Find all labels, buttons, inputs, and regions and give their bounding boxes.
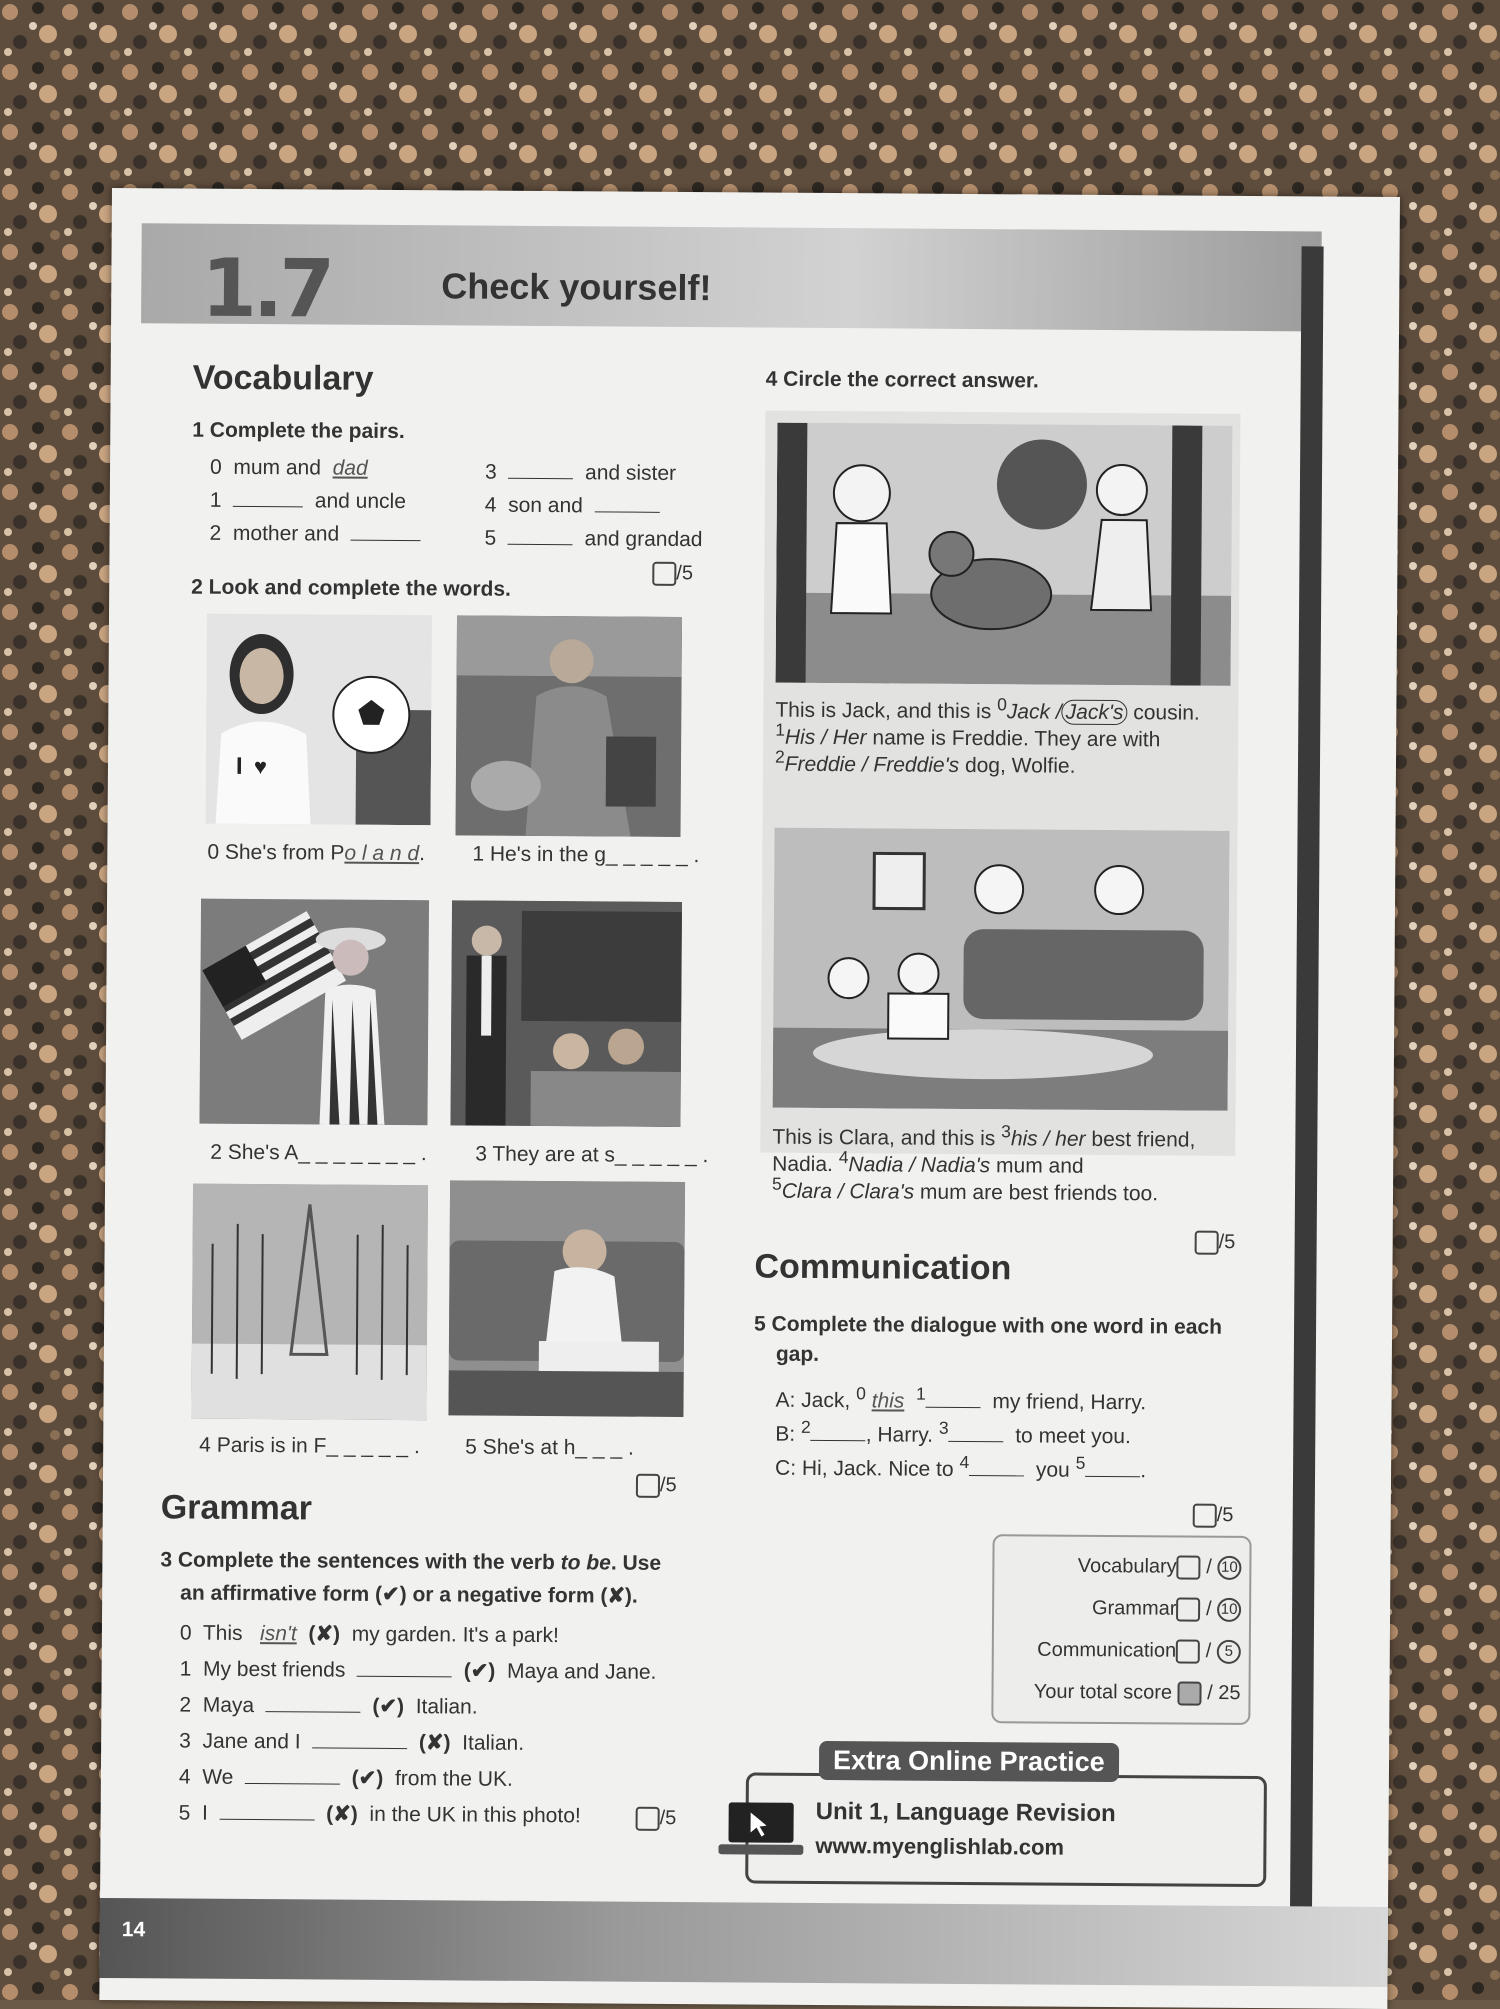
grammar-heading: Grammar xyxy=(160,1488,313,1528)
ex3-row-1: 1 My best friends (✔) Maya and Jane. xyxy=(179,1657,657,1684)
laptop-cursor-icon xyxy=(718,1800,803,1861)
photo-girl-football xyxy=(206,614,432,826)
ex3-score: /5 xyxy=(636,1807,677,1831)
photo-woman-sofa xyxy=(448,1180,685,1417)
ex4-title: 4 Circle the correct answer. xyxy=(765,367,1039,393)
ex1-item-2 xyxy=(210,522,421,547)
ex5-title: 5 Complete the dialogue with one word in each xyxy=(754,1312,1223,1339)
circled-answer[interactable]: Jack's xyxy=(1062,700,1128,725)
online-practice-url[interactable]: www.myenglishlab.com xyxy=(815,1832,1065,1860)
answer-blank[interactable] xyxy=(233,505,303,507)
score-max: /5 xyxy=(676,562,694,585)
ex1-item-4 xyxy=(485,494,660,519)
item-number: 2 xyxy=(209,521,222,545)
ex1-item-1 xyxy=(210,489,406,514)
item-answer: dad xyxy=(332,456,368,480)
header-banner xyxy=(141,223,1322,336)
item-text: mum and xyxy=(233,455,322,480)
score-box[interactable] xyxy=(1178,1681,1202,1705)
ex4-score: /5 xyxy=(1195,1231,1236,1255)
ex3-row-5: 5 I (✘) in the UK in this photo! xyxy=(178,1801,581,1828)
answer-blank[interactable] xyxy=(969,1474,1024,1476)
unit-number: 1.7 xyxy=(200,241,332,336)
footer-band xyxy=(100,1898,1389,1987)
score-box[interactable] xyxy=(1176,1597,1200,1621)
item-number: 4 xyxy=(484,493,497,517)
ex1-item-5 xyxy=(484,527,702,553)
photo-paris-eiffel-tower xyxy=(191,1184,428,1421)
ex4-p2-line3: $^5$Clara / Clara's mum are best friends too. xyxy=(771,1173,1159,1206)
ex3-row-0: 0 This isn't (✘) my garden. It's a park! xyxy=(179,1621,559,1648)
ex2-title: 2 Look and complete the words. xyxy=(191,575,512,601)
dialogue-line-b: B: $^2$ , Harry. $^3$ to meet you. xyxy=(775,1416,1131,1449)
photo-girl-american-flag xyxy=(199,899,429,1126)
answer-blank[interactable] xyxy=(245,1782,340,1785)
choice-option[interactable]: Nadia / Nadia's xyxy=(848,1153,991,1178)
online-practice-tag: Extra Online Practice xyxy=(819,1741,1119,1782)
page-number: 14 xyxy=(121,1918,146,1942)
ex3-row-4: 4 We (✔) from the UK. xyxy=(178,1765,513,1791)
ex3-title: 3 Complete the sentences with the verb to be. Use xyxy=(160,1548,662,1575)
summary-communication: Communication / 5 xyxy=(1037,1638,1241,1663)
answer-blank[interactable] xyxy=(811,1439,866,1441)
answer-blank[interactable] xyxy=(312,1746,407,1749)
score-box[interactable] xyxy=(1195,1231,1219,1255)
item-number: 1 xyxy=(209,488,222,512)
dialogue-line-a: A: Jack, $^0$ this $^1$ my friend, Harry. xyxy=(775,1383,1147,1415)
ex1-score xyxy=(652,562,693,586)
ex4-p1-line1: This is Jack, and this is $^0$Jack / Jack's cousin. xyxy=(775,694,1200,725)
answer-blank[interactable] xyxy=(926,1406,981,1408)
choice-option[interactable]: Freddie / Freddie's xyxy=(784,752,960,777)
ex1-title: 1 Complete the pairs. xyxy=(192,418,405,444)
summary-vocabulary: Vocabulary / 10 xyxy=(1078,1555,1242,1580)
ex2-score: /5 xyxy=(636,1474,677,1498)
ex4-p2-line2: Nadia. $^4$Nadia / Nadia's mum and xyxy=(772,1147,1084,1178)
page-edge-band xyxy=(1290,246,1324,1946)
ex2-caption-4: 4 Paris is in F_ _ _ _ _ . xyxy=(199,1433,420,1459)
svg-text:♥: ♥ xyxy=(253,754,268,780)
ex4-p1-line2: $^1$His / Her name is Freddie. They are with xyxy=(775,719,1161,752)
answer-blank[interactable] xyxy=(508,543,573,545)
answer-blank[interactable] xyxy=(351,539,421,541)
item-text: and uncle xyxy=(314,489,407,514)
summary-grammar: Grammar / 10 xyxy=(1092,1597,1241,1622)
ex3-row-3: 3 Jane and I (✘) Italian. xyxy=(179,1729,525,1755)
ex2-caption-5: 5 She's at h_ _ _ . xyxy=(465,1435,634,1460)
summary-total: Your total score / 25 xyxy=(1033,1680,1241,1705)
item-text: and sister xyxy=(584,461,677,485)
answer-blank[interactable] xyxy=(949,1440,1004,1442)
answer-blank[interactable] xyxy=(595,510,660,512)
answer-blank[interactable] xyxy=(1085,1475,1140,1477)
score-box[interactable] xyxy=(1193,1504,1217,1528)
answer-blank[interactable] xyxy=(357,1675,452,1678)
cartoon-jack-freddie-dog xyxy=(776,423,1233,686)
online-practice-box xyxy=(745,1772,1267,1887)
ex4-p2-line1: This is Clara, and this is $^3$his / her best friend, xyxy=(772,1121,1196,1152)
ex5-score: /5 xyxy=(1193,1504,1234,1528)
answer-blank[interactable] xyxy=(266,1710,361,1713)
ex2-caption-1: 1 He's in the g_ _ _ _ _ . xyxy=(472,842,700,868)
choice-option[interactable]: Clara / Clara's xyxy=(781,1179,915,1204)
choice-option[interactable]: His / Her xyxy=(784,725,867,750)
communication-heading: Communication xyxy=(754,1247,1012,1288)
ex4-p1-line3: $^2$Freddie / Freddie's dog, Wolfie. xyxy=(774,746,1076,778)
online-practice-line1: Unit 1, Language Revision xyxy=(815,1797,1116,1828)
vocabulary-heading: Vocabulary xyxy=(192,358,374,398)
ex1-item-0 xyxy=(210,456,368,481)
item-text: and grandad xyxy=(584,527,703,552)
ex2-caption-0: 0 She's from Po l a n d. xyxy=(207,840,426,866)
item-text: son and xyxy=(508,493,583,518)
ex3-row-2: 2 Maya (✔) Italian. xyxy=(179,1693,478,1719)
choice-option[interactable]: his / her xyxy=(1010,1127,1086,1151)
photo-classroom xyxy=(450,900,682,1127)
score-box[interactable] xyxy=(1177,1555,1201,1579)
score-box[interactable] xyxy=(1176,1639,1200,1663)
ex2-caption-3: 3 They are at s_ _ _ _ _ . xyxy=(475,1142,709,1168)
cartoon-clara-nadia-mums xyxy=(773,828,1230,1111)
item-number: 3 xyxy=(484,460,497,484)
score-box[interactable] xyxy=(636,1807,660,1831)
ex3-title-line2: an affirmative form (✔) or a negative form (✘). xyxy=(180,1581,638,1608)
item-number: 5 xyxy=(484,526,497,550)
answer-blank[interactable] xyxy=(219,1818,314,1821)
item-text: mother and xyxy=(232,521,340,546)
dialogue-line-c: C: Hi, Jack. Nice to $^4$ you $^5$ . xyxy=(774,1451,1147,1483)
worksheet-page xyxy=(99,188,1400,2009)
score-box[interactable] xyxy=(636,1474,660,1498)
score-box[interactable] xyxy=(652,562,676,586)
ex1-item-3 xyxy=(485,461,676,486)
answer-blank[interactable] xyxy=(508,477,573,479)
ex5-title-line2: gap. xyxy=(775,1342,820,1366)
tshirt-text: I xyxy=(235,752,243,780)
photo-boy-garden xyxy=(455,615,682,837)
page-title: Check yourself! xyxy=(441,265,712,309)
ex2-caption-2: 2 She's A_ _ _ _ _ _ _ . xyxy=(210,1140,427,1166)
item-number: 0 xyxy=(209,455,222,479)
score-summary-box xyxy=(991,1534,1251,1725)
